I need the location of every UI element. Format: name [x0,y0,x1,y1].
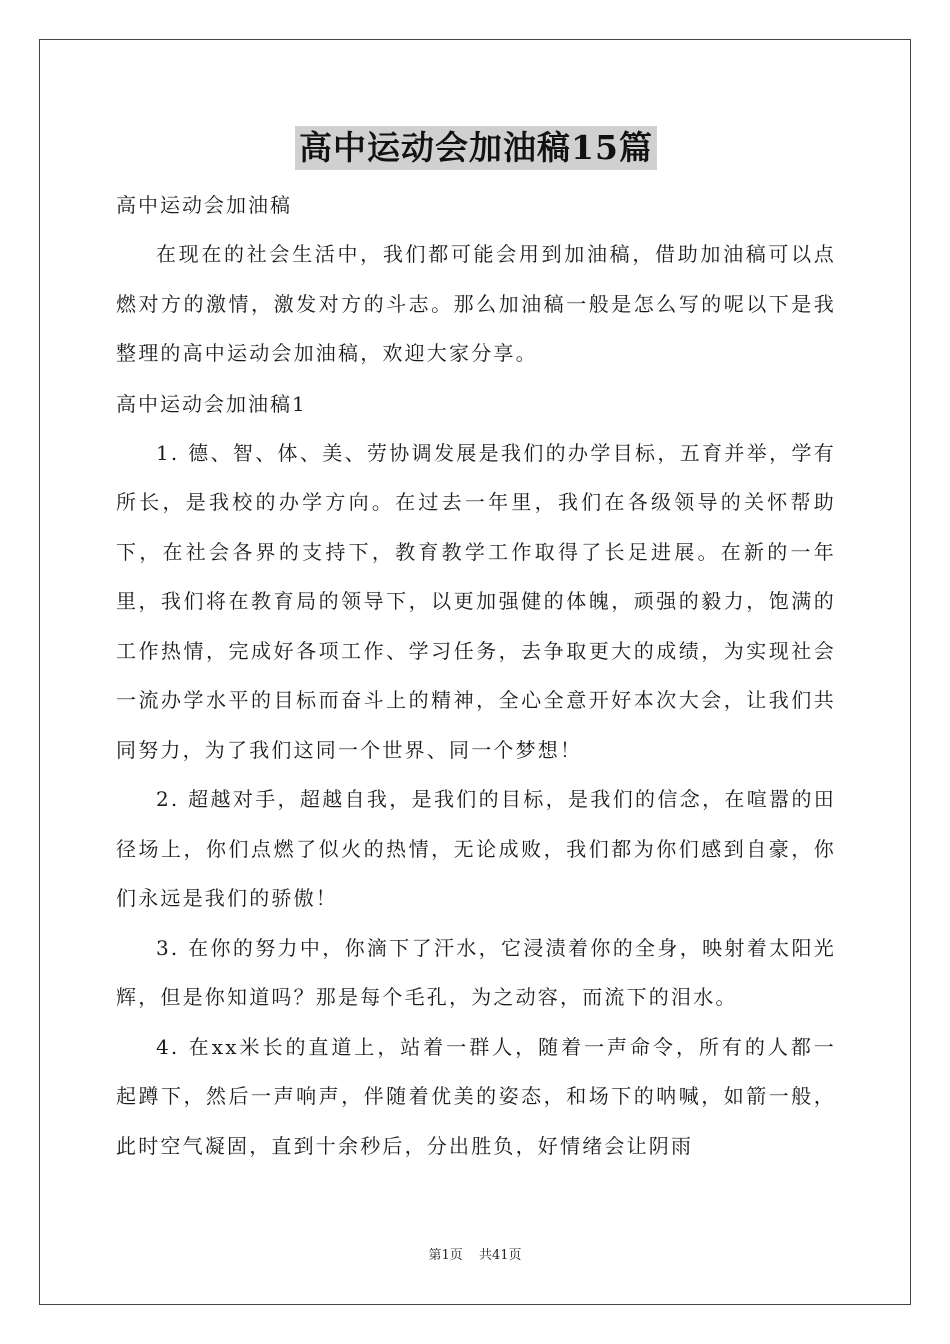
section-heading: 高中运动会加油稿1 [116,391,307,416]
paragraph-1: 1. 德、智、体、美、劳协调发展是我们的办学目标，五育并举，学有所长，是我校的办学方向。在过去一年里，我们在各级领导的关怀帮助下，在社会各界的支持下，教育教学工作取得了长足进展。在新的一年里，我们将在教育局的领导下，以更加强健的体魄，顽强的毅力，饱满的工作热情，完成好各项工作、学习任务，去争取更大的成绩，为实现社会一流办学水平的目标而奋斗上的精神，全心全意开好本次大会，让我们共同努力，为了我们这同一个世界、同一个梦想！ [116,440,836,762]
page-total: 共41页 [478,1248,522,1263]
page-number: 第1页 [428,1248,463,1263]
document-body [116,126,836,1171]
page-footer [0,1244,950,1263]
paragraph-4: 4. 在xx米长的直道上，站着一群人，随着一声命令，所有的人都一起蹲下，然后一声响声，伴随着优美的姿态，和场下的呐喊，如箭一般，此时空气凝固，直到十余秒后，分出胜负，好情绪会让阴雨 [116,1034,836,1158]
document-title-text: 高中运动会加油稿15篇 [295,126,657,170]
document-subtitle: 高中运动会加油稿 [116,193,292,217]
paragraph-3: 3. 在你的努力中，你滴下了汗水，它浸渍着你的全身，映射着太阳光辉，但是你知道吗？那是每个毛孔，为之动容，而流下的泪水。 [116,935,836,1009]
document-title [116,126,836,170]
paragraph-2: 2. 超越对手，超越自我，是我们的目标，是我们的信念，在喧嚣的田径场上，你们点燃了似火的热情，无论成败，我们都为你们感到自豪，你们永远是我们的骄傲！ [116,787,836,910]
intro-paragraph: 在现在的社会生活中，我们都可能会用到加油稿，借助加油稿可以点燃对方的激情，激发对方的斗志。那么加油稿一般是怎么写的呢以下是我整理的高中运动会加油稿，欢迎大家分享。 [116,242,836,365]
